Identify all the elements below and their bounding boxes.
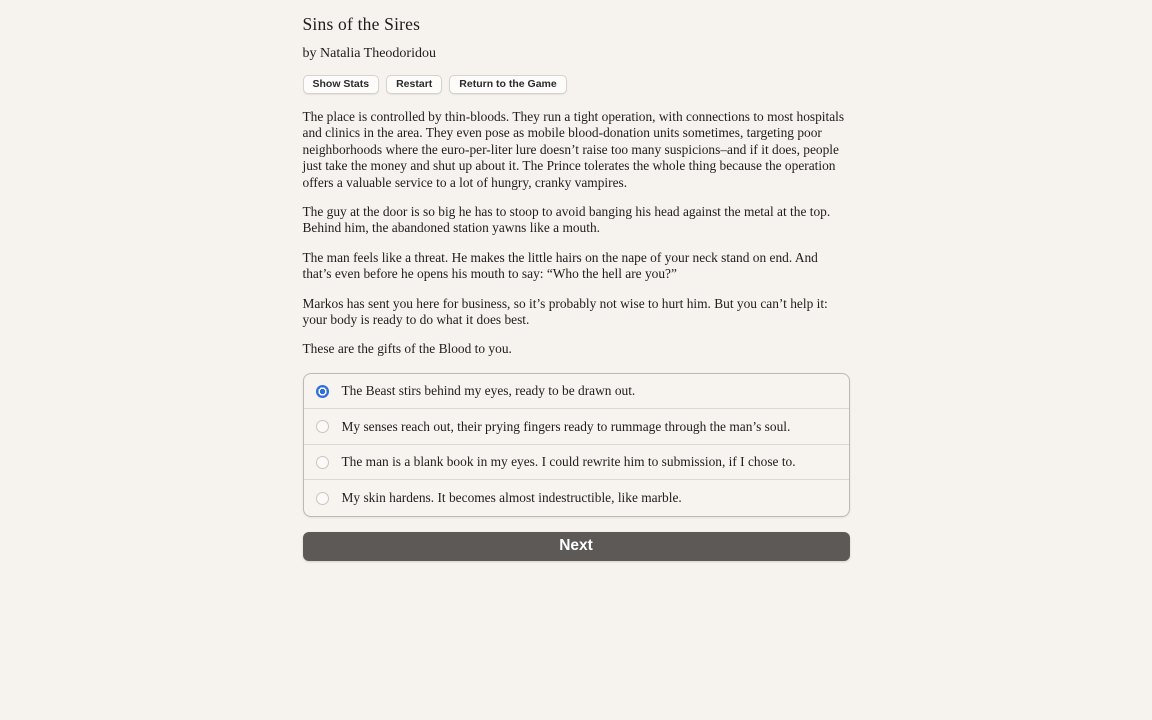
choice-radio[interactable] (316, 456, 329, 469)
show-stats-button[interactable]: Show Stats (303, 75, 380, 94)
choice-option-label: My senses reach out, their prying fingers ready to rummage through the man’s soul. (341, 418, 791, 434)
choice-option-senses[interactable] (304, 409, 849, 445)
return-to-game-button[interactable]: Return to the Game (449, 75, 566, 94)
choice-option-skin[interactable] (304, 480, 849, 516)
next-button[interactable]: Next (303, 532, 850, 561)
author-byline: by Natalia Theodoridou (302, 46, 436, 61)
story-paragraph: The place is controlled by thin-bloods. They run a tight operation, with connections to most hospitals and clinics in the area. They even pose as mobile blood-donation units sometimes, targeting poor neighborhoods where the euro-per-liter lure doesn’t raise too many suspicions–and if it does, people just take the money and shut up about it. The Prince tolerates the whole thing because the operation offers a valuable service to a lot of hungry, cranky vampires. (302, 109, 845, 190)
story-paragraph: Markos has sent you here for business, so it’s probably not wise to hurt him. But you can’t help it: your body is ready to do what it does best. (302, 295, 828, 328)
story-paragraph: The guy at the door is so big he has to stoop to avoid banging his head against the metal at the top. Behind him, the abandoned station yawns like a mouth. (302, 204, 831, 236)
choice-option-beast[interactable] (304, 374, 849, 410)
choice-group (303, 373, 850, 517)
story-paragraph: These are the gifts of the Blood to you. (302, 341, 512, 357)
page-title: Sins of the Sires (302, 14, 421, 34)
choice-option-label: The Beast stirs behind my eyes, ready to be drawn out. (341, 383, 636, 399)
story-text (303, 109, 850, 358)
choice-radio[interactable] (316, 420, 329, 433)
choice-radio[interactable] (316, 385, 329, 398)
toolbar (303, 75, 850, 94)
game-content (303, 0, 850, 561)
choice-option-label: My skin hardens. It becomes almost indestructible, like marble. (341, 490, 682, 506)
story-paragraph: The man feels like a threat. He makes the little hairs on the nape of your neck stand on end. And that’s even before he opens his mouth to say: “Who the hell are you?” (302, 249, 818, 282)
restart-button[interactable]: Restart (386, 75, 442, 94)
choice-option-label: The man is a blank book in my eyes. I could rewrite him to submission, if I chose to. (341, 454, 796, 470)
choice-option-rewrite[interactable] (304, 445, 849, 481)
choice-radio[interactable] (316, 492, 329, 505)
